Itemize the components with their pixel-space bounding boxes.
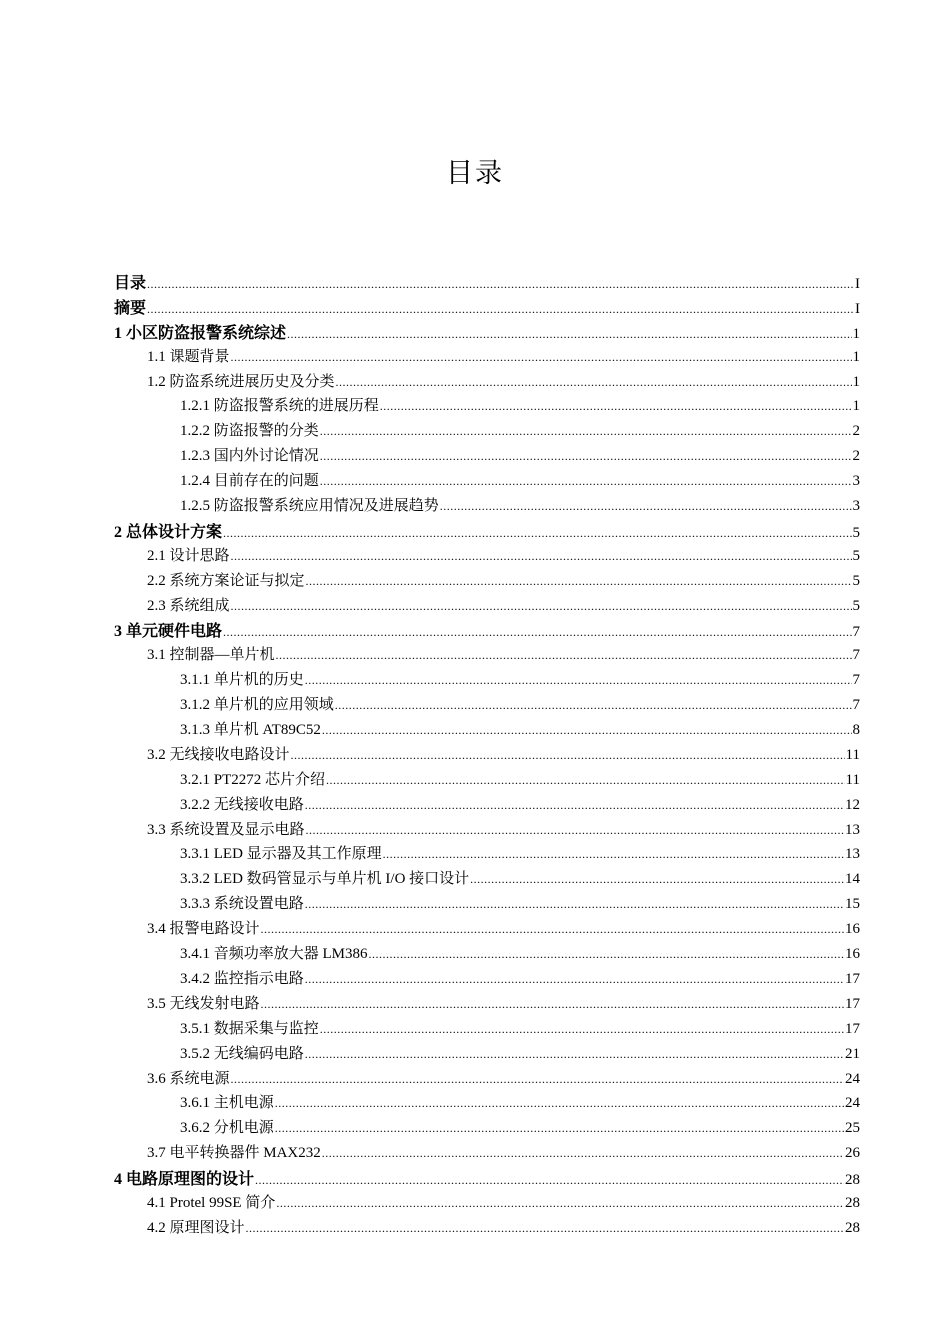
toc-entry-page-number: 16	[845, 946, 860, 963]
toc-entry-title: 3.7 电平转换器件 MAX232	[147, 1145, 321, 1162]
toc-entry-title: 1.2.5 防盗报警系统应用情况及进展趋势	[180, 498, 439, 515]
toc-entry-page-number: 2	[852, 423, 860, 440]
toc-entry[interactable]	[114, 743, 860, 768]
toc-dot-leader	[322, 1146, 844, 1161]
toc-entry-page-number: 1	[852, 398, 860, 415]
toc-dot-leader	[276, 1196, 844, 1211]
toc-entry-title: 3.4.1 音频功率放大器 LM386	[180, 946, 368, 963]
toc-dot-leader	[306, 574, 852, 589]
toc-entry-title: 4 电路原理图的设计	[114, 1171, 255, 1189]
toc-entry-page-number: 1	[852, 373, 860, 390]
toc-entry-page-number: 24	[845, 1095, 860, 1112]
toc-entry-page-number: 3	[852, 473, 860, 490]
toc-entry-page-number: 8	[852, 722, 860, 739]
toc-entry-title: 3.5.2 无线编码电路	[180, 1045, 304, 1062]
toc-entry-page-number: 7	[852, 672, 860, 689]
toc-entry-page-number: 2	[852, 448, 860, 465]
toc-entry-title: 3.3.1 LED 显示器及其工作原理	[180, 846, 382, 863]
toc-entry-title: 3.3.3 系统设置电路	[180, 896, 304, 913]
toc-entry[interactable]	[114, 1091, 860, 1116]
toc-entry-title: 3.5.1 数据采集与监控	[180, 1020, 319, 1037]
table-of-contents	[114, 270, 860, 1241]
toc-dot-leader	[255, 1173, 844, 1188]
toc-dot-leader	[275, 1096, 844, 1111]
toc-dot-leader	[305, 798, 844, 813]
toc-entry[interactable]	[114, 818, 860, 843]
toc-entry-title: 2.1 设计思路	[147, 547, 230, 564]
toc-entry[interactable]	[114, 1042, 860, 1067]
toc-dot-leader	[305, 1047, 844, 1062]
toc-entry[interactable]	[114, 942, 860, 967]
toc-entry-title: 2.2 系统方案论证与拟定	[147, 572, 305, 589]
toc-entry[interactable]	[114, 320, 860, 345]
toc-entry-title: 4.2 原理图设计	[147, 1219, 245, 1236]
toc-entry-title: 1.2.4 目前存在的问题	[180, 473, 319, 490]
toc-entry-title: 4.1 Protel 99SE 简介	[147, 1194, 276, 1211]
toc-entry[interactable]	[114, 544, 860, 569]
toc-entry-page-number: 14	[845, 871, 860, 888]
toc-dot-leader	[470, 872, 844, 887]
toc-dot-leader	[276, 648, 852, 663]
toc-entry-page-number: 5	[852, 547, 860, 564]
toc-dot-leader	[320, 1022, 844, 1037]
toc-dot-leader	[246, 1221, 844, 1236]
toc-entry-page-number: 5	[852, 572, 860, 589]
toc-dot-leader	[275, 1121, 844, 1136]
toc-entry-page-number: 24	[845, 1070, 860, 1087]
toc-entry[interactable]	[114, 469, 860, 494]
toc-entry[interactable]	[114, 345, 860, 370]
toc-entry-page-number: 1	[852, 348, 860, 365]
toc-entry[interactable]	[114, 618, 860, 643]
toc-entry-page-number: 17	[845, 995, 860, 1012]
toc-entry-page-number: 5	[852, 524, 860, 541]
toc-entry-page-number: 13	[845, 821, 860, 838]
toc-entry[interactable]	[114, 992, 860, 1017]
toc-entry-title: 1.2.2 防盗报警的分类	[180, 423, 319, 440]
toc-dot-leader	[287, 327, 851, 342]
toc-entry-title: 1.2.1 防盗报警系统的进展历程	[180, 398, 379, 415]
toc-dot-leader	[326, 773, 845, 788]
toc-entry-title: 3.2.2 无线接收电路	[180, 796, 304, 813]
toc-entry-title: 2 总体设计方案	[114, 523, 223, 541]
toc-dot-leader	[305, 972, 844, 987]
toc-dot-leader	[306, 823, 844, 838]
toc-entry-title: 摘要	[114, 299, 147, 317]
toc-entry-title: 3.3 系统设置及显示电路	[147, 821, 305, 838]
toc-entry-page-number: 1	[852, 325, 860, 342]
toc-entry[interactable]	[114, 1017, 860, 1042]
toc-entry[interactable]	[114, 1166, 860, 1191]
toc-entry[interactable]	[114, 668, 860, 693]
toc-dot-leader	[305, 897, 844, 912]
toc-entry[interactable]	[114, 494, 860, 519]
toc-entry-title: 目录	[114, 275, 147, 292]
toc-entry-title: 3.5 无线发射电路	[147, 995, 260, 1012]
toc-entry[interactable]	[114, 419, 860, 444]
toc-entry[interactable]	[114, 643, 860, 668]
toc-entry[interactable]	[114, 1116, 860, 1141]
toc-dot-leader	[147, 302, 854, 317]
toc-entry-page-number: 28	[845, 1194, 860, 1211]
toc-dot-leader	[231, 1072, 844, 1087]
toc-entry-title: 3.4 报警电路设计	[147, 921, 260, 938]
toc-entry-page-number: 16	[845, 921, 860, 938]
toc-entry-page-number: 28	[845, 1219, 860, 1236]
toc-dot-leader	[261, 997, 844, 1012]
toc-dot-leader	[335, 698, 852, 713]
toc-entry-page-number: 17	[845, 1020, 860, 1037]
toc-entry-page-number: 11	[845, 746, 860, 763]
toc-entry-page-number: 7	[852, 624, 860, 641]
toc-entry-page-number: I	[855, 276, 860, 292]
toc-dot-leader	[231, 599, 852, 614]
toc-entry-title: 3.1.2 单片机的应用领域	[180, 697, 334, 714]
toc-dot-leader	[305, 673, 852, 688]
toc-entry-page-number: 7	[852, 647, 860, 664]
toc-entry-page-number: I	[855, 300, 860, 317]
toc-entry[interactable]	[114, 569, 860, 594]
toc-entry[interactable]	[114, 444, 860, 469]
toc-entry[interactable]	[114, 295, 860, 320]
toc-entry-title: 3.6.1 主机电源	[180, 1095, 274, 1112]
toc-entry-page-number: 11	[845, 771, 860, 788]
toc-entry-title: 3.4.2 监控指示电路	[180, 970, 304, 987]
toc-entry[interactable]	[114, 1067, 860, 1092]
toc-entry[interactable]	[114, 594, 860, 619]
toc-dot-leader	[369, 947, 844, 962]
toc-entry[interactable]	[114, 519, 860, 544]
toc-entry[interactable]	[114, 370, 860, 395]
toc-entry[interactable]	[114, 270, 860, 295]
toc-dot-leader	[440, 499, 852, 514]
toc-entry-title: 3.3.2 LED 数码管显示与单片机 I/O 接口设计	[180, 871, 470, 888]
toc-entry[interactable]	[114, 1216, 860, 1241]
toc-entry-title: 3.2.1 PT2272 芯片介绍	[180, 771, 326, 788]
toc-dot-leader	[291, 748, 845, 763]
toc-dot-leader	[322, 723, 852, 738]
toc-entry[interactable]	[114, 768, 860, 793]
toc-dot-leader	[223, 625, 851, 640]
toc-entry[interactable]	[114, 693, 860, 718]
toc-entry-page-number: 26	[845, 1145, 860, 1162]
toc-dot-leader	[231, 350, 852, 365]
toc-entry[interactable]	[114, 394, 860, 419]
toc-dot-leader	[261, 922, 844, 937]
toc-entry-title: 1.2 防盗系统进展历史及分类	[147, 373, 335, 390]
toc-entry-title: 3.2 无线接收电路设计	[147, 746, 290, 763]
toc-dot-leader	[320, 424, 852, 439]
toc-entry-page-number: 3	[852, 498, 860, 515]
toc-dot-leader	[231, 549, 852, 564]
toc-entry-page-number: 7	[852, 697, 860, 714]
toc-entry[interactable]	[114, 793, 860, 818]
toc-entry[interactable]	[114, 892, 860, 917]
toc-entry-page-number: 17	[845, 970, 860, 987]
toc-dot-leader	[320, 449, 852, 464]
toc-entry[interactable]	[114, 1191, 860, 1216]
toc-entry-page-number: 5	[852, 597, 860, 614]
toc-entry[interactable]	[114, 867, 860, 892]
toc-entry-title: 3.1.3 单片机 AT89C52	[180, 722, 321, 739]
toc-entry-title: 3.1 控制器—单片机	[147, 647, 275, 664]
toc-entry-title: 1.1 课题背景	[147, 348, 230, 365]
page-title: 目录	[446, 158, 504, 189]
toc-entry-title: 1 小区防盗报警系统综述	[114, 324, 287, 342]
toc-entry-page-number: 21	[845, 1045, 860, 1062]
toc-dot-leader	[147, 277, 854, 292]
toc-entry-page-number: 28	[845, 1172, 860, 1189]
toc-entry-title: 3 单元硬件电路	[114, 623, 223, 641]
toc-dot-leader	[383, 847, 844, 862]
toc-entry-page-number: 13	[845, 846, 860, 863]
toc-entry[interactable]	[114, 718, 860, 743]
toc-dot-leader	[380, 399, 852, 414]
toc-entry-page-number: 15	[845, 896, 860, 913]
toc-entry[interactable]	[114, 917, 860, 942]
toc-entry-page-number: 25	[845, 1120, 860, 1137]
toc-entry[interactable]	[114, 967, 860, 992]
toc-dot-leader	[336, 375, 852, 390]
toc-entry-title: 3.6 系统电源	[147, 1070, 230, 1087]
toc-entry-title: 3.1.1 单片机的历史	[180, 672, 304, 689]
toc-entry[interactable]	[114, 842, 860, 867]
toc-entry-page-number: 12	[845, 796, 860, 813]
toc-entry-title: 1.2.3 国内外讨论情况	[180, 448, 319, 465]
toc-entry-title: 3.6.2 分机电源	[180, 1120, 274, 1137]
toc-entry-title: 2.3 系统组成	[147, 597, 230, 614]
toc-entry[interactable]	[114, 1141, 860, 1166]
toc-dot-leader	[320, 474, 852, 489]
toc-dot-leader	[223, 526, 851, 541]
